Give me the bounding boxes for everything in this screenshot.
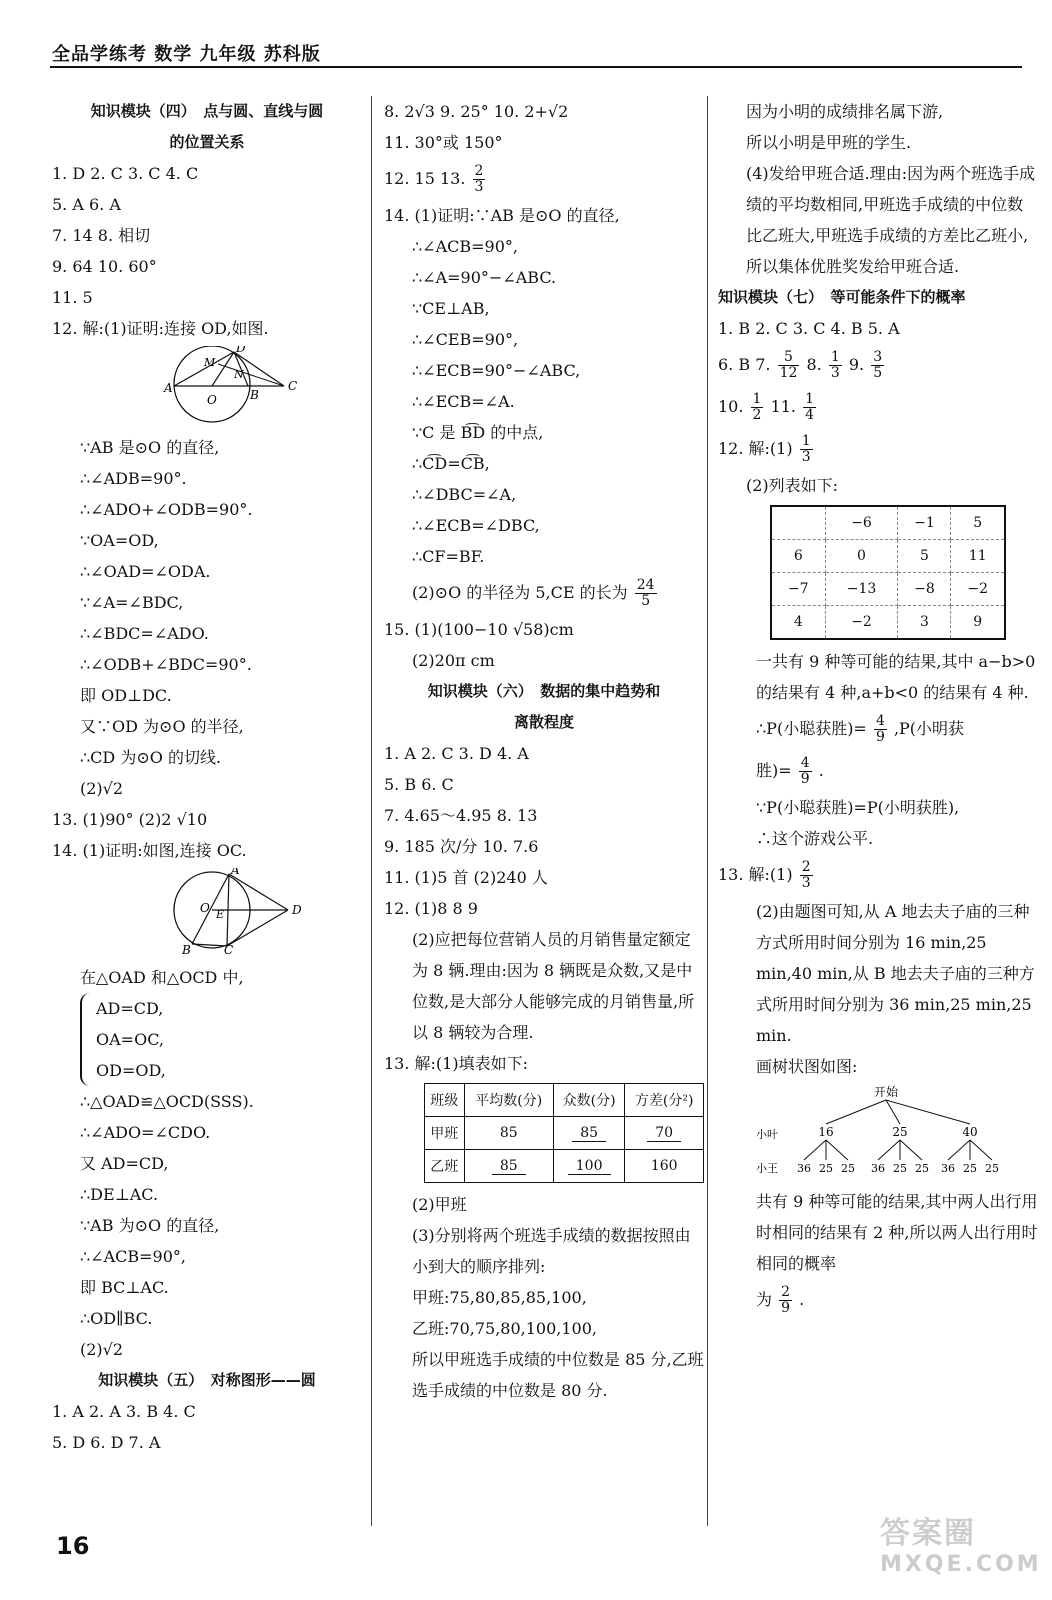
answer-line: 甲班:75,80,85,85,100, <box>412 1288 587 1307</box>
tree-leaf: 25 <box>915 1162 929 1175</box>
fraction <box>751 392 764 423</box>
table-header-row <box>425 1084 704 1117</box>
tree-leaf: 25 <box>819 1162 833 1175</box>
fig2-label-O: O <box>200 901 210 915</box>
numerator: 1 <box>752 391 762 407</box>
tree-node: 16 <box>818 1125 834 1139</box>
table-cell: −2 <box>825 606 898 640</box>
answer-line: ∵P(小聪获胜)=P(小明获胜), <box>756 798 960 817</box>
fig1-label-B: B <box>250 388 259 402</box>
result-table <box>770 505 1006 640</box>
tree-leaf: 25 <box>985 1162 999 1175</box>
proof-line: ∴∠ADB=90°. <box>80 469 187 488</box>
answer-text: 9. <box>848 355 865 374</box>
answer-line: (2)20π cm <box>412 651 495 670</box>
answer-line <box>718 428 1038 470</box>
fraction <box>829 350 842 381</box>
proof-line: ∴∠ADO=∠CDO. <box>80 1123 211 1142</box>
explanation-paragraph: 所以甲班选手成绩的中位数是 85 分,乙班选手成绩的中位数是 80 分. <box>412 1350 704 1400</box>
denominator: 3 <box>801 449 811 465</box>
proof-line: 即 OD⊥DC. <box>80 686 172 705</box>
answer-line: 13. 解:(1)填表如下: <box>384 1054 528 1073</box>
numerator: 1 <box>805 391 815 407</box>
answer-line: 14. (1)证明:如图,连接 OC. <box>52 841 247 860</box>
answer-text: ∴P(小聪获胜)= <box>756 719 867 738</box>
explanation-paragraph: (2)由题图可知,从 A 地去夫子庙的三种方式所用时间分别为 16 min,25 min,40 min,从 B 地去夫子庙的三种方式所用时间分别为 36 min,25 min,25 min. <box>756 902 1035 1045</box>
tree-diagram <box>718 1082 1018 1182</box>
table-cell: 5 <box>898 540 951 573</box>
answer-line: 5. D 6. D 7. A <box>52 1433 161 1452</box>
fig1-label-C: C <box>288 379 298 393</box>
table-header: 班级 <box>425 1084 465 1117</box>
explanation-paragraph: (4)发给甲班合适.理由:因为两个班选手成绩的平均数相同,甲班选手成绩的中位数比乙班大,甲班选手成绩的方差比乙班小,所以集体优胜奖发给甲班合适. <box>746 164 1036 276</box>
answer-line: (2)列表如下: <box>746 476 839 495</box>
answer-line: ∴这个游戏公平. <box>756 829 874 848</box>
answer-line <box>718 750 1038 792</box>
table-cell: 4 <box>771 606 825 640</box>
table-cell: −2 <box>951 573 1005 606</box>
fig2-label-B: B <box>182 943 191 954</box>
numerator: 2 <box>801 859 811 875</box>
fig2-label-D: D <box>292 903 302 917</box>
denominator: 3 <box>474 179 484 195</box>
filled-value: 85 <box>572 1125 606 1142</box>
proof-line: ∵∠A=∠BDC, <box>80 593 184 612</box>
proof-line: ∵AB 为⊙O 的直径, <box>80 1216 220 1235</box>
section-5-title: 知识模块（五） 对称图形——圆 <box>98 1371 316 1389</box>
filled-value: 85 <box>492 1158 526 1175</box>
answer-line: 9. 185 次/分 10. 7.6 <box>384 837 539 856</box>
answer-line: 画树状图如图: <box>756 1057 858 1076</box>
answer-line: 所以小明是甲班的学生. <box>746 133 912 152</box>
proof-line: 在△OAD 和△OCD 中, <box>80 968 244 987</box>
table-row <box>771 540 1005 573</box>
answer-line <box>718 708 1038 750</box>
numerator: 2 <box>781 1284 791 1300</box>
page-number: 16 <box>56 1532 90 1560</box>
proof-line: ∵AB 是⊙O 的直径, <box>80 438 220 457</box>
fraction <box>799 756 812 787</box>
proof-line: ∴OD∥BC. <box>80 1309 153 1328</box>
table-cell <box>553 1117 624 1150</box>
section-7-title: 知识模块（七） 等可能条件下的概率 <box>718 288 966 306</box>
circle-tangent-figure-1 <box>52 346 362 424</box>
tree-node: 40 <box>962 1125 978 1139</box>
proof-line: ∴C͡D=C͡B, <box>412 454 490 473</box>
table-header: 众数(分) <box>553 1084 624 1117</box>
numerator: 2 <box>474 163 484 179</box>
header-title: 全品学练考 数学 九年级 苏科版 <box>52 44 321 65</box>
tree-leaf: 25 <box>893 1162 907 1175</box>
explanation-paragraph: 一共有 9 种等可能的结果,其中 a−b>0 的结果有 4 种,a+b<0 的结果有 4 种. <box>756 652 1036 702</box>
table-cell: −6 <box>825 506 898 540</box>
answer-text: 12. 15 13. <box>384 169 466 188</box>
explanation-paragraph: (2)应把每位营销人员的月销售量定额定为 8 辆.理由:因为 8 辆既是众数,又是中位数,是大部分人能够完成的月销售量,所以 8 辆较为合理. <box>412 930 695 1042</box>
denominator: 4 <box>805 407 815 423</box>
answer-text: 12. 解:(1) <box>718 439 793 458</box>
table-cell: 160 <box>625 1150 704 1183</box>
tree-node: 25 <box>892 1125 908 1139</box>
numerator: 3 <box>873 349 883 365</box>
denominator: 9 <box>800 771 810 787</box>
proof-line: ∵CE⊥AB, <box>412 299 490 318</box>
answer-line: 1. A 2. C 3. D 4. A <box>384 744 529 763</box>
fig1-label-M: M <box>204 356 216 369</box>
fraction <box>473 164 486 195</box>
answer-line <box>718 344 1038 386</box>
proof-line: ∴CF=BF. <box>412 547 485 566</box>
answer-line: 12. (1)8 8 9 <box>384 899 478 918</box>
table-cell <box>464 1150 553 1183</box>
explanation-paragraph: 共有 9 种等可能的结果,其中两人出行用时相同的结果有 2 种,所以两人出行用时相同的概率 <box>756 1192 1038 1273</box>
tree-row-label: 小王 <box>756 1162 778 1175</box>
denominator: 9 <box>875 729 885 745</box>
table-cell: 6 <box>771 540 825 573</box>
answer-line: 乙班:70,75,80,100,100, <box>412 1319 597 1338</box>
section-4-title-2: 的位置关系 <box>169 133 245 151</box>
answer-text: . <box>799 1290 805 1309</box>
header-rule <box>50 66 1022 68</box>
column-2 <box>384 96 704 1406</box>
proof-line: ∴∠ECB=∠A. <box>412 392 515 411</box>
proof-line: 又 AD=CD, <box>80 1154 169 1173</box>
proof-line: (2)√2 <box>80 1340 124 1359</box>
numerator: 4 <box>800 755 810 771</box>
proof-line: ∴∠ECB=∠DBC, <box>412 516 540 535</box>
answer-line: 12. 解:(1)证明:连接 OD,如图. <box>52 319 269 338</box>
proof-line: ∴∠ECB=90°−∠ABC, <box>412 361 581 380</box>
table-cell: 乙班 <box>425 1150 465 1183</box>
answer-text: . <box>818 761 824 780</box>
fig2-label-A: A <box>231 868 240 877</box>
proof-line: ∴∠A=90°−∠ABC. <box>412 268 557 287</box>
tree-leaf: 36 <box>871 1162 885 1175</box>
brace-line: OD=OD, <box>96 1061 166 1080</box>
table-header: 方差(分²) <box>625 1084 704 1117</box>
denominator: 9 <box>781 1300 791 1316</box>
brace-mark <box>80 993 92 1086</box>
answer-line: 8. 2√3 9. 25° 10. 2+√2 <box>384 102 569 121</box>
answer-text: ,P(小明获 <box>893 719 965 738</box>
column-1 <box>52 96 362 1458</box>
denominator: 5 <box>641 593 651 609</box>
proof-line: ∴∠ADO+∠ODB=90°. <box>80 500 253 519</box>
answer-line: 7. 4.65～4.95 8. 13 <box>384 806 538 825</box>
answer-text: 13. 解:(1) <box>718 865 793 884</box>
proof-line: ∴∠ODB+∠BDC=90°. <box>80 655 252 674</box>
answer-text: 11. <box>770 397 797 416</box>
fraction <box>800 860 813 891</box>
answer-line: 14. (1)证明:∵AB 是⊙O 的直径, <box>384 206 620 225</box>
proof-line: 又∵OD 为⊙O 的半径, <box>80 717 244 736</box>
section-4-title: 知识模块（四） 点与圆、直线与圆 <box>90 102 324 120</box>
numerator: 4 <box>875 713 885 729</box>
answer-line: 11. 5 <box>52 288 93 307</box>
answer-text: 6. B 7. <box>718 355 771 374</box>
fig1-label-N: N <box>234 368 244 381</box>
answer-line: 1. D 2. C 3. C 4. C <box>52 164 199 183</box>
proof-line: ∵C 是 B͡D 的中点, <box>412 423 544 442</box>
answer-text: 10. <box>718 397 744 416</box>
table-cell: 85 <box>464 1117 553 1150</box>
proof-line: ∴∠CEB=90°, <box>412 330 519 349</box>
proof-line: ∵OA=OD, <box>80 531 159 550</box>
answer-text: 8. <box>806 355 822 374</box>
fraction <box>778 350 800 381</box>
answer-text: (2)⊙O 的半径为 5,CE 的长为 <box>412 583 628 602</box>
table-cell: −8 <box>898 573 951 606</box>
tree-row-label: 小叶 <box>756 1128 778 1141</box>
table-cell: 甲班 <box>425 1117 465 1150</box>
answer-line: 5. B 6. C <box>384 775 454 794</box>
table-cell: 3 <box>898 606 951 640</box>
brace-line: OA=OC, <box>96 1030 164 1049</box>
fraction <box>803 392 816 423</box>
proof-line: ∴CD 为⊙O 的切线. <box>80 748 222 767</box>
table-row <box>425 1117 704 1150</box>
table-cell: 0 <box>825 540 898 573</box>
numerator: 1 <box>830 349 840 365</box>
denominator: 3 <box>830 365 840 381</box>
denominator: 5 <box>873 365 883 381</box>
table-cell: −7 <box>771 573 825 606</box>
answer-line: 11. 30°或 150° <box>384 133 503 152</box>
proof-line: ∴∠BDC=∠ADO. <box>80 624 209 643</box>
filled-value: 70 <box>647 1125 681 1142</box>
table-cell <box>553 1150 624 1183</box>
score-table <box>424 1083 704 1183</box>
column-divider-2 <box>707 96 708 1526</box>
fraction <box>874 714 887 745</box>
explanation-paragraph: (3)分别将两个班选手成绩的数据按照由小到大的顺序排列: <box>412 1226 691 1276</box>
answer-line: 11. (1)5 首 (2)240 人 <box>384 868 548 887</box>
tree-leaf: 25 <box>963 1162 977 1175</box>
table-cell: 11 <box>951 540 1005 573</box>
table-cell <box>771 506 825 540</box>
column-divider-1 <box>371 96 372 1526</box>
circle-tangent-figure-2 <box>52 868 362 954</box>
proof-line: ∴∠ACB=90°, <box>80 1247 186 1266</box>
answer-line: 13. (1)90° (2)2 √10 <box>52 810 208 829</box>
answer-line: 1. B 2. C 3. C 4. B 5. A <box>718 319 900 338</box>
fig1-label-O: O <box>207 393 217 407</box>
numerator: 5 <box>778 350 800 366</box>
filled-value: 100 <box>568 1158 611 1175</box>
table-cell: 5 <box>951 506 1005 540</box>
proof-line: ∴∠ACB=90°, <box>412 237 518 256</box>
table-cell: −1 <box>898 506 951 540</box>
section-6-title-2: 离散程度 <box>513 713 574 731</box>
answer-line: 1. A 2. A 3. B 4. C <box>52 1402 196 1421</box>
tree-leaf: 36 <box>797 1162 811 1175</box>
equation-brace <box>52 993 362 1086</box>
table-row <box>771 573 1005 606</box>
answer-line <box>718 854 1038 896</box>
fig2-label-C: C <box>224 943 234 954</box>
numerator: 24 <box>636 577 655 593</box>
answer-line <box>384 158 704 200</box>
answer-text: 胜)= <box>756 761 792 780</box>
proof-line: ∴∠OAD=∠ODA. <box>80 562 211 581</box>
fig1-label-D: D <box>236 346 246 355</box>
tree-leaf: 36 <box>941 1162 955 1175</box>
fraction <box>800 434 813 465</box>
table-row <box>771 506 1005 540</box>
proof-line: ∴△OAD≌△OCD(SSS). <box>80 1092 254 1111</box>
answer-line: 9. 64 10. 60° <box>52 257 157 276</box>
answer-line: 因为小明的成绩排名属下游, <box>746 102 944 121</box>
fraction <box>779 1285 792 1316</box>
answer-line: (2)甲班 <box>412 1195 467 1214</box>
fraction <box>871 350 884 381</box>
answer-line: 5. A 6. A <box>52 195 121 214</box>
answer-line <box>718 386 1038 428</box>
proof-line: ∴∠DBC=∠A, <box>412 485 517 504</box>
watermark-logo: 答案圈 <box>880 1516 976 1551</box>
table-cell <box>625 1117 704 1150</box>
table-row <box>771 606 1005 640</box>
proof-line: (2)√2 <box>80 779 124 798</box>
section-6-title: 知识模块（六） 数据的集中趋势和 <box>427 682 661 700</box>
answer-line <box>718 1279 1038 1321</box>
table-cell: 9 <box>951 606 1005 640</box>
proof-line <box>384 572 704 614</box>
fraction <box>635 578 657 609</box>
brace-line: AD=CD, <box>96 999 164 1018</box>
table-header: 平均数(分) <box>464 1084 553 1117</box>
answer-text: 为 <box>756 1290 773 1309</box>
denominator: 3 <box>801 875 811 891</box>
denominator: 2 <box>752 407 762 423</box>
table-cell: −13 <box>825 573 898 606</box>
denominator: 12 <box>779 365 798 381</box>
fig2-label-E: E <box>216 908 225 921</box>
fig1-label-A: A <box>164 381 173 395</box>
table-row <box>425 1150 704 1183</box>
column-3 <box>718 96 1038 1321</box>
answer-line: 7. 14 8. 相切 <box>52 226 151 245</box>
proof-line: 即 BC⊥AC. <box>80 1278 169 1297</box>
proof-line: ∴DE⊥AC. <box>80 1185 159 1204</box>
answer-line: 15. (1)(100−10 √58)cm <box>384 620 574 639</box>
tree-root: 开始 <box>873 1085 899 1099</box>
numerator: 1 <box>801 433 811 449</box>
watermark-url: MXQE.COM <box>880 1552 1042 1577</box>
tree-leaf: 25 <box>841 1162 855 1175</box>
